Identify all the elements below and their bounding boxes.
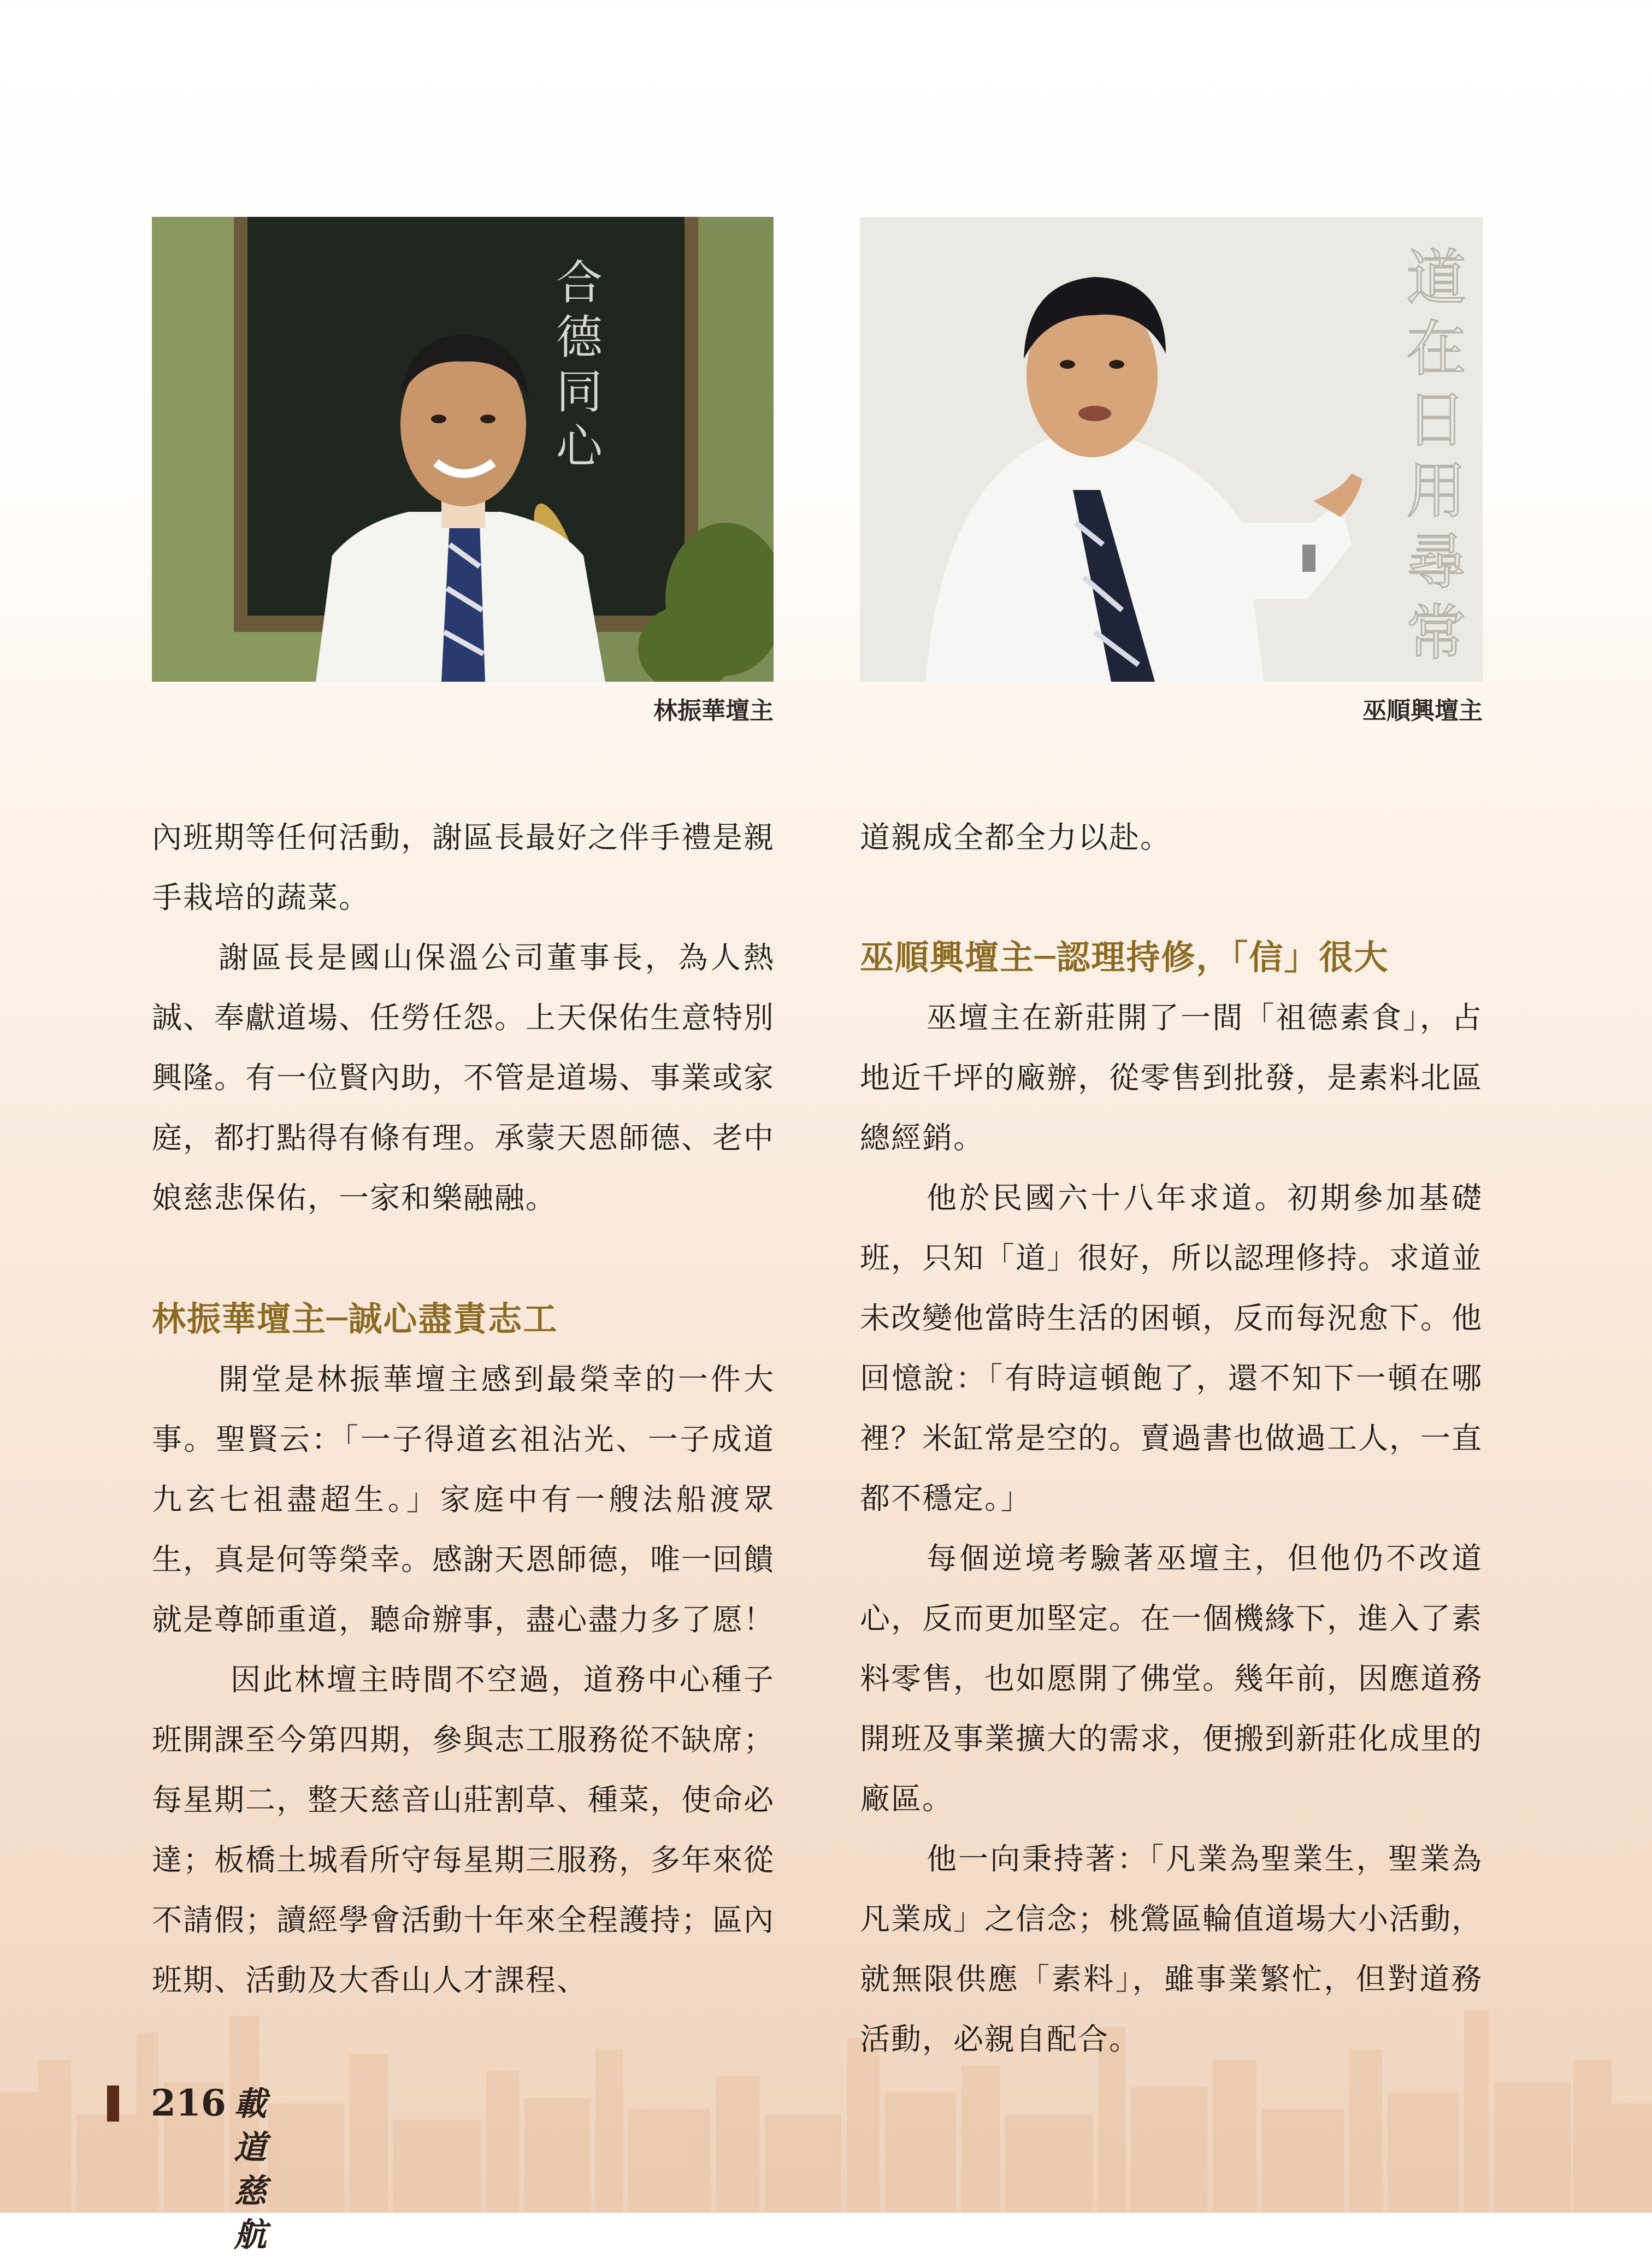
portrait-wu-image xyxy=(860,217,1483,682)
left-paragraph-3: 開堂是林振華壇主感到最榮幸的一件大事。聖賢云：「一子得道玄祖沾光、一子成道九玄七祖盡超生。」家庭中有一艘法船渡眾生，真是何等榮幸。感謝天恩師德，唯一回饋就是尊師重道，聽命辦事，盡心盡力多了愿！ xyxy=(152,1362,775,1637)
right-paragraph-2: 巫壇主在新莊開了一間「祖德素食」，占地近千坪的廠辦，從零售到批發，是素料北區總經銷。 xyxy=(860,1000,1483,1155)
board-char-dao: 道 xyxy=(1406,243,1466,313)
board-char-xun: 尋 xyxy=(1406,527,1466,597)
left-paragraph-4: 因此林壇主時間不空過，道務中心種子班開課至今第四期，參與志工服務從不缺席；每星期二，整天慈音山莊割草、種菜，使命必達；板橋土城看所守每星期三服務，多年來從不請假；讀經學會活動十年來全程護持；區內班期、活動及大香山人才課程、 xyxy=(152,1662,775,1998)
right-paragraph-3: 他於民國六十八年求道。初期參加基礎班，只知「道」很好，所以認理修持。求道並未改變他當時生活的困頓，反而每況愈下。他回憶說：「有時這頓飽了，還不知下一頓在哪裡？米缸常是空的。賣過書也做過工人，一直都不穩定。」 xyxy=(860,1180,1483,1516)
portrait-lin-image xyxy=(152,217,774,682)
photo-caption-right: 巫順興壇主 xyxy=(1362,697,1483,725)
board-char-2: 德 xyxy=(556,311,603,365)
page-number: 216 xyxy=(151,2082,226,2124)
magazine-title: 載道慈航 xyxy=(234,2085,269,2254)
section-heading-wu: 巫順興壇主─認理持修，「信」很大 xyxy=(860,937,1389,977)
section-heading-lin: 林振華壇主─誠心盡責志工 xyxy=(152,1299,558,1339)
board-char-3: 同 xyxy=(556,365,603,420)
board-char-4: 心 xyxy=(556,420,603,474)
board-char-1: 合 xyxy=(556,256,603,310)
photo-lin-zhenhua xyxy=(152,217,774,682)
left-paragraph-2: 謝區長是國山保溫公司董事長，為人熱誠、奉獻道場、任勞任怨。上天保佑生意特別興隆。有一位賢內助，不管是道場、事業或家庭，都打點得有條有理。承蒙天恩師德、老中娘慈悲保佑，一家和樂融融。 xyxy=(152,940,775,1215)
section-spacer xyxy=(152,1228,775,1289)
right-text-column xyxy=(860,807,1483,2069)
board-char-chang: 常 xyxy=(1406,598,1466,668)
left-paragraph-1: 內班期等任何活動，謝區長最好之伴手禮是親手栽培的蔬菜。 xyxy=(152,820,775,915)
board-char-yong: 用 xyxy=(1406,456,1466,526)
right-paragraph-1: 道親成全都全力以赴。 xyxy=(860,820,1172,855)
footer-marker-bar xyxy=(107,2085,119,2122)
photo-wu-shunxing xyxy=(860,217,1483,682)
left-text-column xyxy=(152,807,775,2010)
photo-caption-left: 林振華壇主 xyxy=(653,697,774,725)
right-paragraph-5: 他一向秉持著：「凡業為聖業生，聖業為凡業成」之信念；桃鶯區輪值道場大小活動，就無限供應「素料」，雖事業繁忙，但對道務活動，必親自配合。 xyxy=(860,1841,1483,2057)
board-char-zai: 在 xyxy=(1406,314,1466,384)
board-char-ri: 日 xyxy=(1406,385,1466,455)
section-spacer xyxy=(860,867,1483,927)
right-paragraph-4: 每個逆境考驗著巫壇主，但他仍不改道心，反而更加堅定。在一個機緣下，進入了素料零售，也如愿開了佛堂。幾年前，因應道務開班及事業擴大的需求，便搬到新莊化成里的廠區。 xyxy=(860,1541,1483,1816)
